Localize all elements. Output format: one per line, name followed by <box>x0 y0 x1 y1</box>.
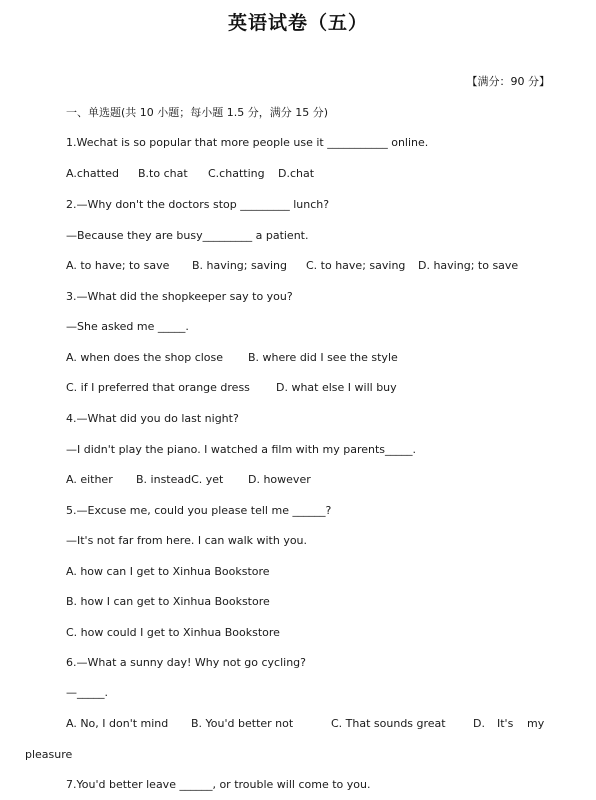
question-1-stem: 1.Wechat is so popular that more people use it ___________ online. <box>66 136 429 149</box>
question-5-stem: 5.—Excuse me, could you please tell me ______? <box>66 504 332 517</box>
option-a: A. either <box>66 473 113 486</box>
option-d-letter: D. <box>473 717 485 730</box>
score-label: 【满分：90 分】 <box>466 75 550 88</box>
option-a: A. No, I don't mind <box>66 717 169 730</box>
option-d-word-2: my <box>527 717 545 730</box>
option-d: D. what else I will buy <box>276 381 397 394</box>
option-c: C.chatting <box>208 167 265 180</box>
option-b: B. You'd better not <box>191 717 294 730</box>
option-b: B. having; saving <box>192 259 287 272</box>
question-6-reply: —_____. <box>66 686 108 699</box>
question-6-option-d-continued: pleasure <box>25 748 73 761</box>
question-4-reply: —I didn't play the piano. I watched a film with my parents_____. <box>66 443 417 456</box>
option-b: B.to chat <box>138 167 188 180</box>
option-c: C. if I preferred that orange dress <box>66 381 250 394</box>
question-3-options-cd <box>66 381 397 395</box>
question-2-stem: 2.—Why don't the doctors stop _________ lunch? <box>66 198 330 211</box>
option-d: D.chat <box>278 167 315 180</box>
option-bc: B. insteadC. yet <box>136 473 224 486</box>
option-c: C. That sounds great <box>331 717 446 730</box>
option-d-word-1: It's <box>497 717 514 730</box>
option-d: D. however <box>248 473 311 486</box>
question-3-reply: —She asked me _____. <box>66 320 189 333</box>
question-4-stem: 4.—What did you do last night? <box>66 412 239 425</box>
page-title: 英语试卷（五） <box>227 12 368 34</box>
option-a: A. when does the shop close <box>66 351 224 364</box>
question-5-option-c: C. how could I get to Xinhua Bookstore <box>66 626 280 639</box>
question-3-options-ab <box>66 351 398 365</box>
option-a: A.chatted <box>66 167 119 180</box>
question-2-reply: —Because they are busy_________ a patient. <box>66 229 309 242</box>
question-6-options <box>66 717 544 731</box>
question-5-option-a: A. how can I get to Xinhua Bookstore <box>66 565 270 578</box>
option-d: D. having; to save <box>418 259 519 272</box>
question-3-stem: 3.—What did the shopkeeper say to you? <box>66 290 293 303</box>
question-6-stem: 6.—What a sunny day! Why not go cycling? <box>66 656 307 669</box>
option-a: A. to have; to save <box>66 259 170 272</box>
section-heading: 一、单选题(共 10 小题；每小题 1.5 分，满分 15 分) <box>66 106 329 119</box>
question-2-options <box>66 259 518 273</box>
question-5-reply: —It's not far from here. I can walk with you. <box>66 534 308 547</box>
question-1-options <box>66 167 314 181</box>
option-b: B. where did I see the style <box>248 351 398 364</box>
question-7-stem: 7.You'd better leave ______, or trouble will come to you. <box>66 778 371 791</box>
option-c: C. to have; saving <box>306 259 406 272</box>
question-4-options <box>66 473 311 487</box>
question-5-option-b: B. how I can get to Xinhua Bookstore <box>66 595 270 608</box>
